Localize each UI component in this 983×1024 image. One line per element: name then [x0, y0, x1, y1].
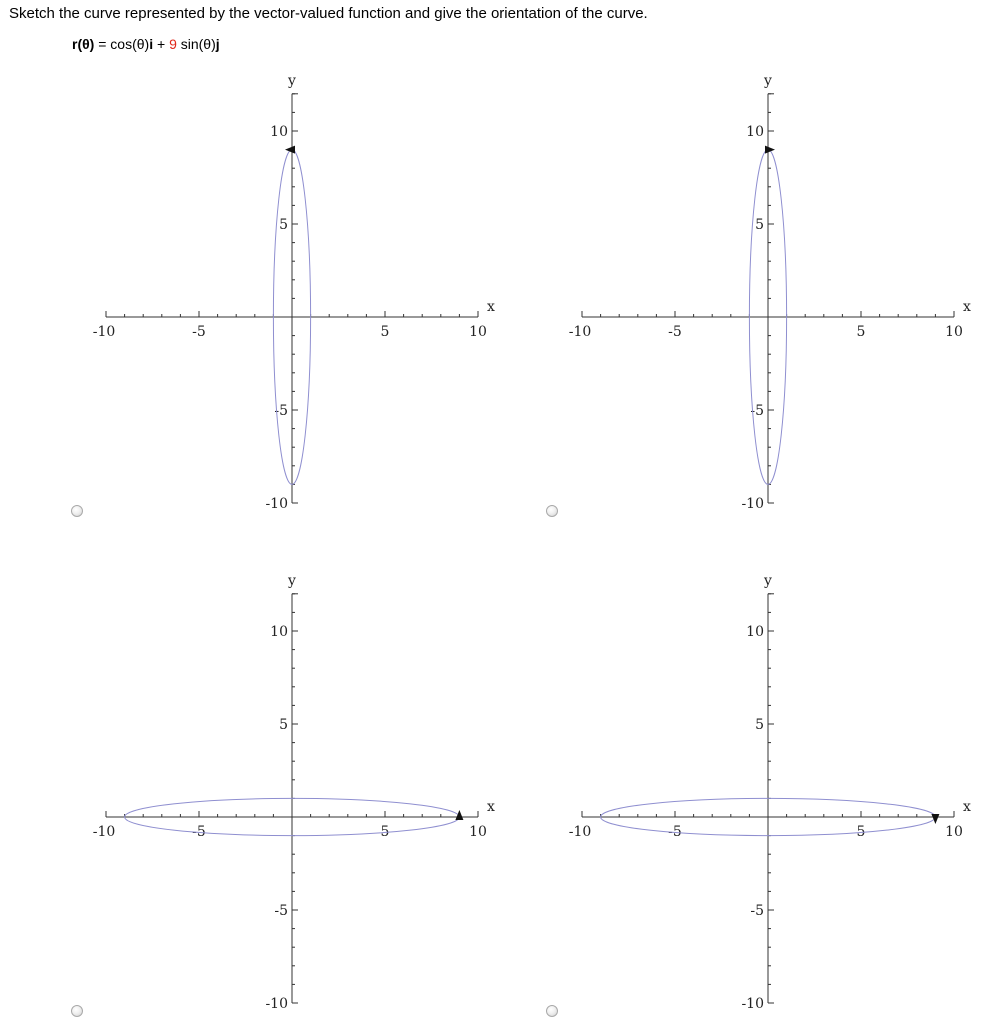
x-axis-label: x: [487, 799, 495, 815]
x-tick-label: 10: [945, 324, 963, 340]
radio-option-b[interactable]: [546, 505, 558, 517]
x-tick-label: 5: [856, 324, 866, 340]
x-axis-label: x: [487, 299, 495, 315]
x-tick-label: -5: [192, 324, 206, 340]
y-axis-label: y: [288, 572, 296, 589]
y-tick-label: 5: [755, 717, 764, 733]
vector-function: [72, 36, 220, 52]
y-axis-label: y: [288, 72, 296, 89]
x-tick-label: 10: [469, 324, 487, 340]
x-tick-label: -5: [668, 324, 682, 340]
y-tick-label: -10: [265, 996, 288, 1012]
y-axis-label: y: [764, 72, 772, 89]
x-tick-label: -10: [568, 824, 592, 840]
y-tick-label: 5: [279, 717, 288, 733]
x-tick-label: -10: [92, 824, 116, 840]
sin-term: sin(θ): [176, 36, 216, 52]
graph-option-c: [0, 560, 495, 1020]
radio-option-c[interactable]: [71, 1005, 83, 1017]
y-tick-label: 10: [270, 124, 288, 140]
x-tick-label: -10: [568, 324, 592, 340]
orientation-arrow-icon: [931, 814, 939, 824]
graph-option-d: [476, 560, 983, 1020]
x-tick-label: 5: [856, 824, 866, 840]
orientation-arrow-icon: [285, 146, 295, 154]
y-tick-label: 10: [746, 124, 764, 140]
y-tick-label: -5: [274, 403, 288, 419]
graph-option-b: [476, 60, 983, 530]
y-tick-label: -10: [741, 496, 764, 512]
radio-option-a[interactable]: [71, 505, 83, 517]
x-axis-label: x: [963, 299, 971, 315]
y-tick-label: 10: [270, 624, 288, 640]
y-tick-label: 10: [746, 624, 764, 640]
orientation-arrow-icon: [765, 146, 775, 154]
unit-vector-i: i: [149, 36, 154, 52]
r-theta: r(θ): [72, 36, 95, 52]
y-tick-label: 5: [755, 217, 764, 233]
y-tick-label: 5: [279, 217, 288, 233]
x-tick-label: -5: [668, 824, 682, 840]
x-tick-label: 10: [469, 824, 487, 840]
question-text: Sketch the curve represented by the vector-valued function and give the orientation of the curve.: [9, 5, 648, 22]
coefficient: 9: [169, 36, 177, 52]
equals-cos: = cos(θ): [94, 36, 150, 52]
x-tick-label: 5: [380, 824, 390, 840]
x-tick-label: 10: [945, 824, 963, 840]
radio-option-d[interactable]: [546, 1005, 558, 1017]
y-tick-label: -10: [265, 496, 288, 512]
y-axis-label: y: [764, 572, 772, 589]
plus-sign: +: [153, 36, 170, 52]
x-tick-label: -10: [92, 324, 116, 340]
graph-option-a: [0, 60, 495, 530]
orientation-arrow-icon: [455, 810, 463, 820]
x-tick-label: 5: [380, 324, 390, 340]
unit-vector-j: j: [215, 36, 220, 52]
x-axis-label: x: [963, 799, 971, 815]
y-tick-label: -10: [741, 996, 764, 1012]
y-tick-label: -5: [274, 903, 288, 919]
x-tick-label: -5: [192, 824, 206, 840]
y-tick-label: -5: [750, 903, 764, 919]
y-tick-label: -5: [750, 403, 764, 419]
